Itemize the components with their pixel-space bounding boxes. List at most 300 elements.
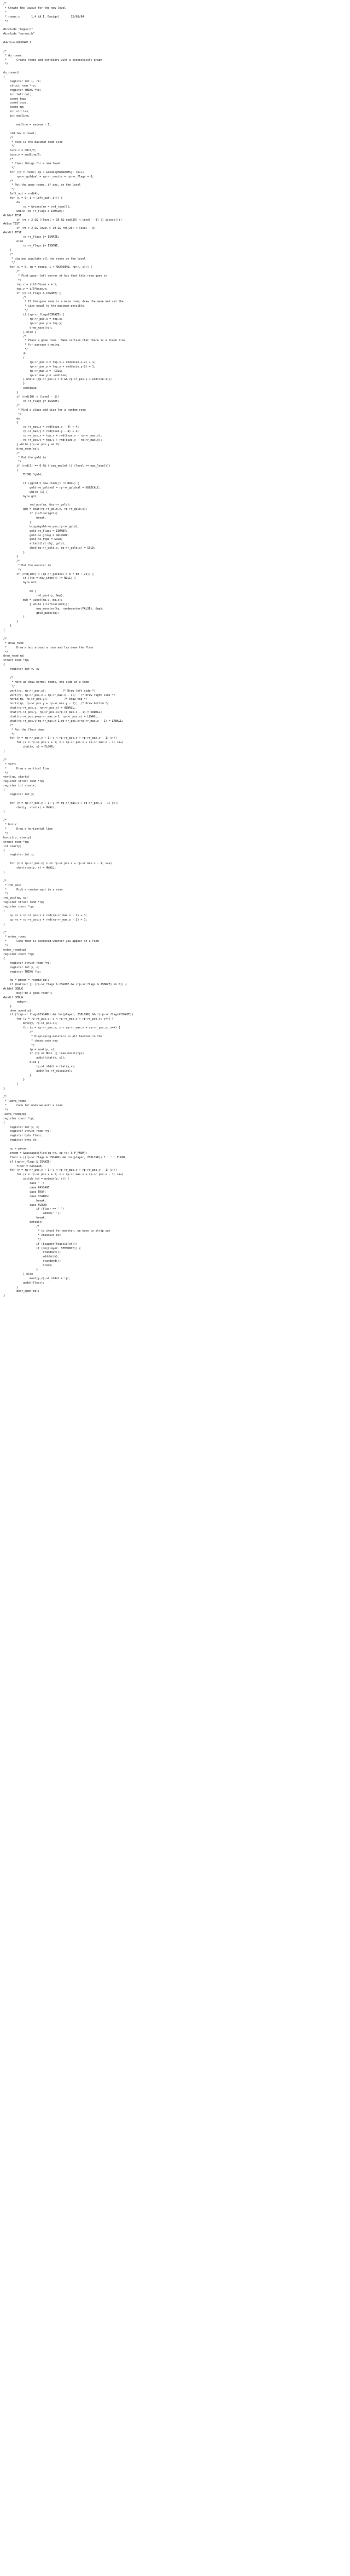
code-line: #else TEST (3, 222, 20, 226)
code-line: #include "curses.h" (3, 32, 35, 36)
code-line: * chase code now (3, 1039, 58, 1043)
code-line: standend(); (3, 1260, 61, 1263)
code-line: */ (3, 412, 22, 416)
code-line: register coord *cp; (3, 952, 35, 956)
code-line: register int y, x; (3, 1125, 40, 1129)
code-line: } else { (3, 330, 37, 334)
code-line: struct room *rp; (3, 840, 30, 844)
code-line: /* (3, 723, 14, 727)
code-line: * horiz: (3, 823, 19, 827)
code-line: } (3, 1294, 5, 1298)
code-line: endline = maxrow - 1; (3, 123, 51, 127)
code-line: for (y = rp->r_pos.y; y < rp->r_max.y + rp->r_pos.y; y++) { (3, 1017, 114, 1021)
code-line: * standout bit (3, 1233, 61, 1237)
code-line: case FLOOR: (3, 1203, 48, 1207)
code-line: * Create rooms and corridors with a connectivity graph (3, 58, 102, 62)
code-line: #endif DEBUG (3, 996, 24, 999)
code-line: * Clear things for a new level (3, 162, 61, 165)
code-line: */ (3, 188, 15, 192)
code-line: for (x = rp->r_pos.x; x <= rp->r_pos.x + rp->r_max.x - 1; x++) (3, 862, 112, 866)
code-line: door_open(rp); (3, 1290, 40, 1293)
code-line: bcopy(gold->o_pos,rp->r_gold); (3, 525, 79, 528)
code-line: for (x = rp->r_pos.x; x < rp->r_max.x + rp->r_pos.x; x++) { (3, 1026, 120, 1030)
code-line: /* (3, 1030, 33, 1034)
code-line: * Code that is executed whenver you appear in a room (3, 940, 99, 944)
code-line: rp->r_pos.y = top.y; (3, 321, 63, 325)
code-line: /* (3, 1095, 7, 1099)
code-line: */ (3, 1238, 42, 1241)
code-line: * leave_room: (3, 1100, 27, 1103)
code-line: old_lev = level; (3, 131, 37, 135)
code-line: do { (3, 590, 37, 594)
code-line: */ (3, 279, 22, 282)
code-line: for (i = 0, rp = rooms; i < MAXROOMS; rp++, i++) { (3, 266, 92, 269)
code-line: break; (3, 516, 46, 520)
code-line: coord mp; (3, 106, 25, 110)
code-line: rp->r_pos.x = top.x + rnd(bsze.x-2) + 1; (3, 360, 96, 364)
code-line: #define GOLDGRP 1 (3, 41, 32, 45)
code-line: if (isfloor(gch)) (3, 512, 58, 516)
code-line: rnd_pos(rp, cp) (3, 896, 28, 900)
code-line: coord top; (3, 97, 27, 101)
code-line: * Put the monster in (3, 564, 51, 567)
code-line: horiz(rp, rp->r_pos.y + rp->r_max.y - 1); /* Draw bottom */ (3, 702, 109, 706)
code-line: for (x = rp->r_pos.x + 1; x < rp->r_pos.x + rp->r_max.x - 1; x++) (3, 741, 124, 745)
code-line (3, 875, 350, 879)
code-line: * Put the floor down (3, 728, 45, 732)
code-line: } (3, 810, 5, 814)
code-line: break; (3, 1199, 46, 1203)
code-line: register coord *cp; (3, 905, 35, 909)
code-line: chat(y, x) = FLOOR; (3, 745, 55, 749)
code-line: /* (3, 404, 20, 407)
code-line: if (bailout || (rp->r_flags & ISGONE && (rp->r_flags & ISMAZE) == 0)) { (3, 983, 127, 987)
code-line: do (3, 352, 27, 356)
code-line: */ (3, 832, 9, 835)
code-line: * vert: (3, 762, 17, 766)
code-line: do (3, 200, 20, 204)
code-line: */ (3, 19, 9, 23)
code-line: rp->r_goldval = rp->r_nexits = rp->r_flags = 0; (3, 175, 94, 179)
code-line: * draw_room: (3, 641, 25, 645)
code-line: if ((gold = new_item()) != NULL) { (3, 481, 79, 485)
code-line: * Here we draw normal rooms, one side at a time (3, 680, 89, 684)
code-line: chat(rp->r_pos.y, rp->r_pos.x) = ULWALL; (3, 706, 76, 710)
code-line: for (y = rp->r_pos.y + 1; y < rp->r_pos.y + rp->r_max.y - 1; y++) (3, 737, 117, 740)
code-line: else { (3, 1061, 40, 1065)
code-line: { (3, 469, 19, 473)
code-line: struct room *rp; (3, 84, 37, 88)
code-line: /* (3, 559, 20, 563)
code-line: vert(rp, rp->r_pos.x); /* Draw left side */ (3, 689, 96, 693)
code-line (3, 858, 350, 862)
code-line: * Displaying monsters is all handled in the (3, 1034, 102, 1038)
code-line: case ' ': (3, 1182, 45, 1186)
code-line: * enter_room: (3, 935, 27, 939)
code-line: while (1) { (3, 490, 48, 494)
code-line: { (3, 76, 5, 79)
code-line: int starty; (3, 844, 22, 848)
code-line: if (rnd(2) == 0 && (!saw_amulet || (level >= max_level))) (3, 464, 110, 468)
code-line: rp->r_max.y = rnd(bsze.y - 4) + 4; (3, 430, 79, 434)
code-line: { (3, 1121, 5, 1125)
code-line: draw_room(rp); (3, 447, 40, 451)
code-line: bsze.y = endline/3; (3, 153, 42, 157)
code-line: if (rp->r_flags&ISMAZE) { (3, 313, 65, 317)
code-line: { (3, 663, 5, 667)
code-line: * for passage drawing. (3, 343, 61, 347)
code-line: register int y, x; (3, 965, 40, 969)
code-line: */ (3, 732, 15, 736)
code-line: byte gch; (3, 495, 38, 498)
code-line (3, 1143, 350, 1147)
code-line: if (rm > 2 && level > 10 && rnd(20) < level - 9) (3, 227, 96, 231)
code-line: } (3, 248, 12, 252)
code-line: gold->o_flags = ISMANY; (3, 529, 68, 533)
code-line: rp->r_max.x = rnd(bsze.x - 4) + 4; (3, 426, 79, 429)
code-line (3, 754, 350, 758)
code-line: rp = proom; (3, 1147, 28, 1151)
code-line: rp->r_pos.y = top.y + rnd(bsze.y-2) + 1; (3, 365, 96, 369)
code-line: register int y; (3, 792, 35, 796)
code-line: { (3, 421, 19, 425)
code-line: /* (3, 931, 7, 935)
code-line: { (3, 357, 25, 360)
code-line: { (3, 957, 5, 961)
code-line: else (3, 239, 24, 243)
code-line: case TRAP: (3, 1190, 46, 1194)
code-line: register struct room *rp; (3, 961, 51, 965)
code-line: gch = chat(rp->r_gold.y, rp->r_gold.x); (3, 508, 88, 511)
code-line: /* (3, 49, 7, 53)
code-line: /* (3, 819, 7, 823)
code-line: for (y = rp->r_pos.y + 1; y <= rp->r_max.y + rp->r_pos.y - 1; y++) (3, 801, 119, 805)
code-line: * Draw a box around a room and lay down the floor (3, 646, 94, 649)
code-line: if (rnd(100) < (rp->r_goldval > 0 ? 80 : 25)) { (3, 572, 94, 576)
code-line: /* (3, 296, 27, 300)
code-line: addch(' '); (3, 1212, 61, 1216)
code-line (3, 478, 350, 482)
code-line: chat(rp->r_pos.y+rp->r_max.y-1,rp->r_pos.x+rp->r_max.x - 1) = LRWALL; (3, 719, 124, 723)
code-line: */ (3, 1043, 35, 1047)
code-line: enter_room(cp) (3, 948, 27, 952)
code-line: mch = winat(mp.y, mp.x); (3, 598, 63, 602)
code-line: } (3, 1082, 19, 1086)
code-line: */ (3, 771, 9, 775)
code-line: msg("in a gone room"); (3, 991, 53, 995)
code-line (3, 45, 350, 50)
code-line: if (floor == ' ') (3, 1208, 65, 1211)
code-line: int left_out; (3, 93, 32, 96)
code-line: */ (3, 309, 28, 313)
code-line: THING *gold; (3, 473, 43, 477)
code-line: * size equal to the maximum possible. (3, 304, 86, 308)
code-line: for (i = 0; i < left_out; i++) { (3, 197, 63, 200)
code-line: } (3, 1078, 25, 1082)
code-line: * bsze is the maximum room size (3, 140, 63, 144)
code-line: * Place a gone room. Make certain that there is a blank line (3, 339, 125, 343)
code-line: chat(rp->r_gold.y, rp->r_gold.x) = GOLD; (3, 547, 96, 550)
code-line: */ (3, 145, 15, 148)
code-line: } (3, 391, 19, 395)
code-line: register struct room *rp; (3, 1130, 51, 1134)
code-line: register struct room *rp; (3, 780, 45, 784)
code-line: chat(y, startx) = VWALL; (3, 806, 56, 809)
code-line: if ((tp = new_item()) != NULL) { (3, 577, 76, 580)
code-listing (3, 2, 350, 1298)
code-line (3, 67, 350, 71)
code-line: * Draw a vertical line (3, 767, 50, 771)
code-line: default: (3, 1221, 43, 1224)
code-line: int old_lev; (3, 110, 30, 114)
code-line: { (3, 789, 5, 792)
code-line: horiz(rp, starty) (3, 836, 32, 840)
code-line (3, 499, 350, 503)
code-line: * Pick a random spot in a room (3, 888, 63, 892)
code-line: new_monster(tp, randmonster(FALSE), &mp); (3, 607, 104, 611)
code-line: } (3, 1073, 32, 1077)
code-line: if (tp == NULL || !see_monst(tp)) (3, 1052, 84, 1056)
code-line: cp->y = rp->r_pos.y + rnd(rp->r_max.y - 2) + 1; (3, 918, 88, 922)
code-line: rp->r_pos.x = top.x + rnd(bsze.x - rp->r_max.x); (3, 434, 102, 438)
code-line: } (3, 922, 5, 926)
code-line: gold->o_group = GOLDGRP; (3, 533, 69, 537)
code-line: #include "rogue.h" (3, 28, 33, 32)
code-line: vert(rp, rp->r_pos.x + rp->r_max.x - 1); /* Draw right side */ (3, 693, 115, 697)
code-line: } (3, 555, 19, 559)
code-line: addch(ch); (3, 1255, 60, 1259)
code-line: if (rp->r_flags & ISMAZE) (3, 1160, 51, 1164)
code-line: addch(chat(y, x)); (3, 1056, 66, 1060)
code-line: } (3, 520, 32, 524)
code-line: draw_maze(rp); (3, 326, 53, 330)
code-line: register int i, rm; (3, 80, 42, 84)
code-line: /* (3, 158, 14, 162)
code-line: door_open(rp); (3, 1009, 33, 1013)
code-line: /* (3, 676, 14, 680)
code-line: */ (3, 1108, 9, 1112)
code-line: * Put the gold in (3, 456, 46, 459)
code-line: register byte ch; (3, 1138, 38, 1142)
code-line: } while (rp->r_pos.y < 0 && rp->r_pos.y < endline-1)); (3, 378, 112, 382)
code-line: /* (3, 1225, 40, 1229)
code-line: chat(starty, x) = HWALL; (3, 866, 56, 870)
code-line: */ (3, 944, 9, 948)
code-line: */ (3, 568, 22, 572)
code-line: break; (3, 1216, 46, 1220)
code-line: #ifdef TEST (3, 214, 22, 217)
code-line: } (3, 629, 5, 633)
code-line (3, 814, 350, 819)
code-line: int endline; (3, 114, 30, 118)
code-line: /* (3, 335, 27, 338)
code-line: proom = &passages[flat(cp->y, cp->x) & F_PNUM]; (3, 1151, 88, 1155)
code-line: */ (3, 166, 15, 170)
code-line: rp = proom = roomin(cp); (3, 979, 50, 982)
code-line: move(y, rp->r_pos.x); (3, 1022, 58, 1026)
code-line: * rnd_pos: (3, 883, 22, 887)
code-line: break; (3, 1264, 53, 1268)
code-line: rp->r_flags |= ISMAZE; (3, 235, 60, 239)
code-line: coord bsze; (3, 101, 28, 105)
code-line (3, 37, 350, 41)
code-line: /* (3, 758, 7, 762)
code-line: * Code for when we exit a room (3, 1104, 63, 1108)
code-line: floor = ((rp->r_flags & ISDARK) && !on(player, ISBLIND)) ? ' ' : FLOOR; (3, 1155, 127, 1159)
code-line: } (3, 1004, 12, 1008)
code-line: standout(); (3, 1251, 61, 1255)
code-line (3, 797, 350, 802)
code-line: top.y = i/3*bsze.y; (3, 287, 48, 291)
code-line: * dig and populate all the rooms on the level (3, 257, 86, 261)
code-line: horiz(rp, rp->r_pos.y); /* Draw top */ (3, 698, 88, 702)
code-line: for (rp = rooms; rp < &rooms[MAXROOMS]; rp++) (3, 170, 84, 174)
code-line: continue; (3, 387, 38, 390)
code-line (3, 633, 350, 637)
code-line: switch (ch = mvinch(y, x)) { (3, 1177, 69, 1181)
code-line: rp->r_max.y = -endline; (3, 373, 68, 377)
code-line: /* (3, 270, 20, 274)
code-line: attach(lvl_obj, gold); (3, 542, 66, 546)
code-line: } (3, 616, 25, 619)
code-line: if (isupper(toascii(ch))) (3, 1242, 78, 1246)
code-line: /* (3, 252, 14, 256)
code-line: */ (3, 348, 28, 352)
code-line: } (3, 871, 5, 875)
code-line: tp = moat(y, x); (3, 1048, 56, 1051)
code-line: * do_rooms: (3, 54, 24, 58)
code-line: * Draw a horizontal line (3, 827, 53, 831)
code-line: floor = PASSAGE; (3, 1164, 43, 1168)
code-line (3, 1091, 350, 1095)
code-line: #endif TEST (3, 231, 22, 235)
code-line: return; (3, 1000, 28, 1004)
code-line: } (3, 382, 25, 386)
code-line: gold->o_goldval = rp->r_goldval = GOLDCALC; (3, 486, 101, 490)
code-line: */ (3, 261, 15, 265)
code-line: register THING *tp; (3, 970, 42, 974)
code-line: } (3, 1268, 38, 1272)
code-line: } (3, 620, 19, 624)
code-line: leave_room(cp) (3, 1112, 27, 1116)
code-line: draw_room(rp) (3, 654, 25, 658)
code-line: rp->r_flags |= ISGONE; (3, 244, 60, 248)
code-line: */ (3, 650, 9, 654)
code-line: { (3, 910, 5, 913)
code-line: if (rp->r_flags & ISGONE) { (3, 291, 61, 295)
code-line: * (3, 10, 7, 14)
code-line: register int x; (3, 853, 35, 857)
code-line: rp->r_pos.x = top.x; (3, 318, 63, 321)
code-line (3, 672, 350, 676)
code-line: give_pack(tp); (3, 611, 60, 615)
code-line: * rooms.c 1.4 (A.I. Design) 12/06/84 (3, 15, 84, 19)
code-line: /* (3, 136, 14, 140)
code-line: } else (3, 1272, 33, 1276)
code-line: case STAIRS: (3, 1194, 50, 1198)
code-line: moat(y,x)->t_oldch = '@'; (3, 1277, 71, 1280)
code-line: */ (3, 685, 15, 688)
code-line: #ifdef DEBUG (3, 987, 24, 991)
code-line: vert(rp, startx) (3, 775, 30, 779)
code-line: } (3, 624, 12, 628)
code-line: if (on(player, SEEMONST)) { (3, 1246, 81, 1250)
code-line: { (3, 849, 5, 853)
code-line (3, 585, 350, 590)
code-line: /* (3, 637, 7, 641)
code-line: } (3, 1285, 19, 1289)
code-line: rp->r_pos.y = top.y + rnd(bsze.y - rp->r_max.y); (3, 438, 102, 442)
code-line (3, 119, 350, 123)
code-line: rp->r_flags |= ISDARK; (3, 399, 60, 403)
code-line: addch(floor); (3, 1281, 45, 1285)
code-line: /* (3, 879, 7, 883)
code-line: addch(tp->t_disguise); (3, 1069, 73, 1073)
code-line: register int y, x; (3, 668, 40, 671)
code-line: bsze.x = COLS/3; (3, 149, 37, 153)
code-line: top.x = (i%3)*bsze.x + 1; (3, 283, 58, 286)
code-line: struct room *rp; (3, 659, 30, 663)
code-line: cp->x = rp->r_pos.x + rnd(rp->r_max.x - 2) + 1; (3, 913, 88, 917)
code-line: } while (rp->r_pos.y == 0); (3, 442, 61, 446)
code-line: case PASSAGE: (3, 1186, 51, 1190)
code-line: rnd_pos(rp, &mp); (3, 594, 65, 598)
code-line: if (rnd(10) < (level - 1)) (3, 395, 60, 399)
code-line: register int startx; (3, 784, 37, 788)
code-line: left_out = rnd(4); (3, 192, 40, 196)
code-line: * Find a place and size for a random room (3, 408, 86, 412)
code-line: } (3, 551, 25, 555)
code-line: * Find upper left corner of box that this room goes in (3, 274, 107, 278)
code-line (3, 128, 350, 132)
code-line: tp->t_oldch = chat(y,x); (3, 1065, 76, 1069)
code-line: for (y = rp->r_pos.y + 1; y < rp->r_max.y + rp->r_pos.y - 1; y++) (3, 1169, 117, 1172)
code-line: } while (!isfloor(mch)); (3, 602, 69, 606)
code-line: chat(rp->r_pos.y, rp->r_pos.x+rp->r_max.x - 1) = URWALL; (3, 711, 102, 715)
code-line: chat(rp->r_pos.y+rp->r_max.y-1, rp->r_pos.x) = LLWALL; (3, 715, 99, 718)
code-line: */ (3, 460, 22, 464)
code-line: register struct room *rp; (3, 901, 45, 905)
code-line (3, 974, 350, 979)
code-line: rnd_pos(rp, &rp->r_gold); (3, 503, 71, 507)
code-line: */ (3, 892, 9, 896)
code-line: * Create the layout for the new level (3, 6, 66, 10)
code-line: while (rp->r_flags & ISMAZE); (3, 209, 65, 213)
code-line: * to check for monster, we have to strip out (3, 1229, 110, 1233)
code-line: register THING *tp; (3, 88, 42, 92)
code-line: do_rooms() (3, 71, 20, 75)
code-line: for (x = rp->r_pos.x + 1; x < rp->r_max.x + rp->r_pos.x - 1; x++) (3, 1173, 124, 1177)
code-line: rp->r_max.x = -COLS; (3, 369, 63, 373)
code-line: register byte floor; (3, 1134, 43, 1138)
code-line (3, 927, 350, 932)
code-line: } (3, 1086, 5, 1090)
code-line: * Put the gone rooms, if any, on the level (3, 183, 81, 187)
code-line: /* (3, 451, 20, 455)
code-line: byte mch; (3, 581, 38, 585)
code-line: gold->o_type = GOLD; (3, 538, 63, 542)
code-line: */ (3, 62, 9, 66)
code-line: register coord *cp; (3, 1117, 35, 1120)
code-line: } (3, 750, 5, 754)
code-line: rp = &rooms[rm = rnd_room()]; (3, 205, 71, 209)
code-line: if (rm > 2 && ((level > 10 && rnd(20) < level - 9) || istest())) (3, 218, 122, 222)
code-line (3, 24, 350, 28)
code-line: /* (3, 2, 7, 5)
code-line: if (!(rp->r_flags&ISDARK) && !on(player, ISBLIND) && !(rp->r_flags&ISMAZE)) (3, 1013, 133, 1017)
code-line: * If the gone room is a maze room, draw the maze and set the (3, 300, 124, 304)
code-line: do (3, 417, 20, 421)
